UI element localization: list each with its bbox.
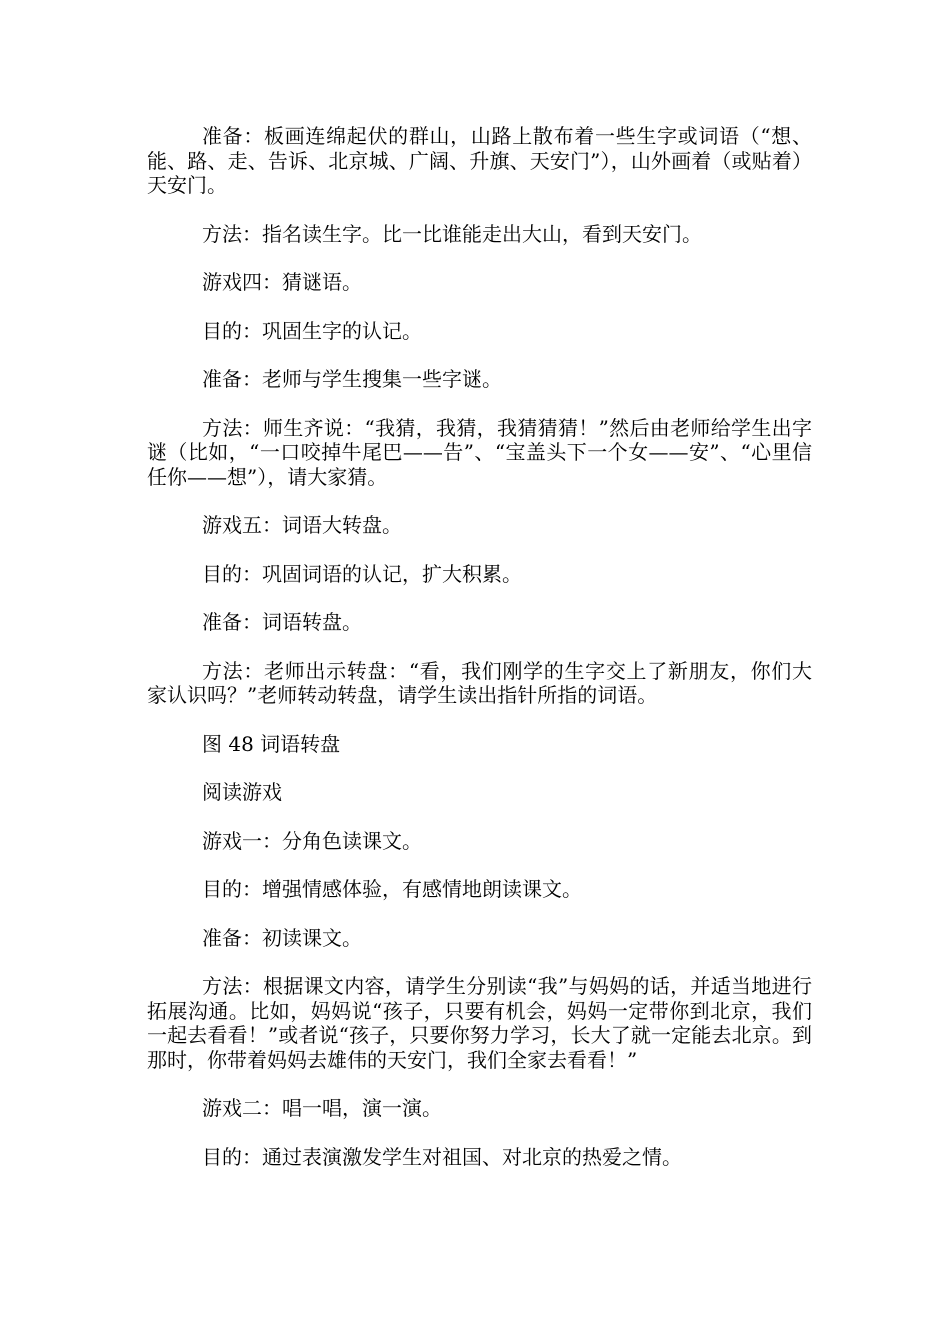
- paragraph-game-four-method: 方法：师生齐说：“我猜，我猜，我猜猜猜！”然后由老师给学生出字谜（比如，“一口咬掉牛尾巴——告”、“宝盖头下一个女——安”、“心里信任你——想”），请大家猜。: [147, 415, 812, 489]
- paragraph-reading-game-one-goal: 目的：增强情感体验，有感情地朗读课文。: [202, 877, 582, 901]
- paragraph-reading-game-one-title: 游戏一：分角色读课文。: [202, 828, 422, 853]
- paragraph-game-four-goal: 目的：巩固生字的认记。: [202, 318, 422, 343]
- paragraph-reading-game-two-goal: 目的：通过表演激发学生对祖国、对北京的热爱之情。: [202, 1144, 682, 1169]
- paragraph-game-five-preparation: 准备：词语转盘。: [202, 610, 362, 634]
- paragraph-game-four-preparation: 准备：老师与学生搜集一些字谜。: [202, 367, 502, 391]
- figure-caption: 图 48 词语转盘: [202, 731, 341, 756]
- paragraph-game-four-title: 游戏四：猜谜语。: [202, 270, 362, 294]
- paragraph-reading-game-one-method: 方法：根据课文内容，请学生分别读“我”与妈妈的话，并适当地进行拓展沟通。比如，妈妈说“孩子，只要有机会，妈妈一定带你到北京，我们一起去看看！”或者说“孩子，只要你努力学习，长大了就一定能去北京。到那时，你带着妈妈去雄伟的天安门，我们全家去看看！”: [147, 974, 812, 1072]
- paragraph-method-read-characters: 方法：指名读生字。比一比谁能走出大山，看到天安门。: [202, 221, 702, 246]
- document-body: [147, 124, 812, 1193]
- paragraph-game-five-title: 游戏五：词语大转盘。: [202, 513, 402, 537]
- paragraph-game-five-goal: 目的：巩固词语的认记，扩大积累。: [202, 561, 522, 586]
- section-heading-reading-games: 阅读游戏: [202, 780, 282, 804]
- paragraph-game-five-method: 方法：老师出示转盘：“看，我们刚学的生字交上了新朋友，你们大家认识吗？”老师转动转盘，请学生读出指针所指的词语。: [147, 658, 812, 707]
- paragraph-reading-game-two-title: 游戏二：唱一唱，演一演。: [202, 1096, 442, 1120]
- paragraph-preparation-mountains: 准备：板画连绵起伏的群山，山路上散布着一些生字或词语（“想、能、路、走、告诉、北京城、广阔、升旗、天安门”），山外画着（或贴着）天安门。: [147, 124, 812, 197]
- paragraph-reading-game-one-preparation: 准备：初读课文。: [202, 925, 362, 950]
